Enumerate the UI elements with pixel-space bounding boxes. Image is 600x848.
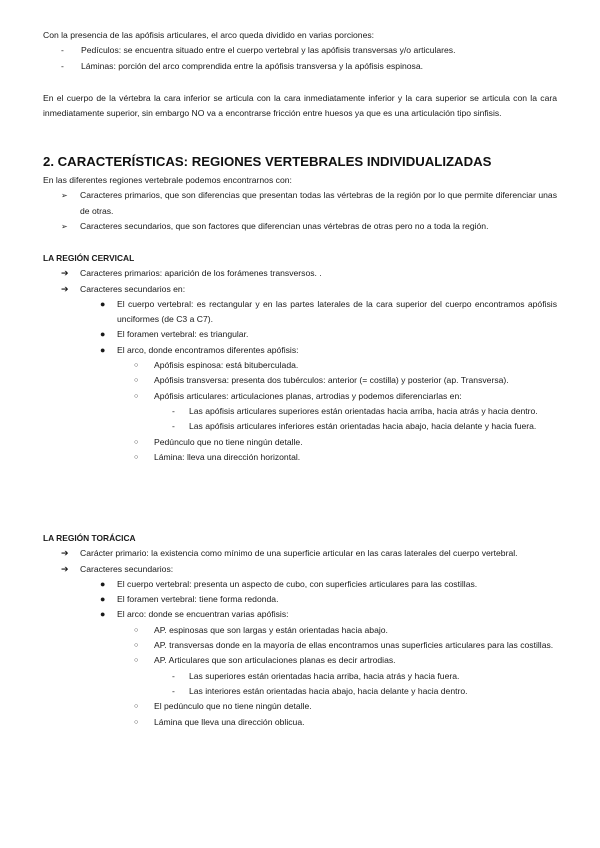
list-item: ➔ Caracteres secundarios: (43, 562, 557, 577)
bullet-icon: ● (100, 578, 106, 589)
body-paragraph: En el cuerpo de la vértebra la cara inferior se articula con la cara inmediatamente inferior y la cara superior se articula con la cara inmediatamente superior, sin embargo NO va a encontrarse fricción entre huesos ya que es una articulación tipo sinfisis. (43, 93, 557, 119)
arrow-bullet-icon: ➔ (61, 283, 69, 294)
list-item: ● El foramen vertebral: tiene forma redonda. (43, 592, 557, 607)
list-item: ● El arco, donde encontramos diferentes apófisis: (43, 343, 557, 358)
list-item: - Las apófisis articulares inferiores están orientadas hacia abajo, hacia delante y hacia fuera. (43, 419, 557, 434)
thoracic-list (43, 546, 557, 577)
cervical-arch-list-tail (43, 435, 557, 466)
thoracic-region (43, 531, 557, 730)
intro-list (43, 43, 557, 74)
triangle-bullet-icon: ➢ (61, 191, 68, 201)
circle-bullet-icon: ○ (134, 453, 139, 461)
circle-bullet-icon: ○ (134, 362, 139, 370)
list-item: ○ Apófisis espinosa: está bituberculada. (43, 358, 557, 373)
section-intro-block (43, 173, 557, 234)
circle-bullet-icon: ○ (134, 377, 139, 385)
list-item: ○ AP. espinosas que son largas y están orientadas hacia abajo. (43, 623, 557, 638)
list-item: ➔ Caracteres primarios: aparición de los forámenes transversos. . (43, 266, 557, 281)
cervical-articular-list (43, 404, 557, 435)
circle-bullet-icon: ○ (134, 392, 139, 400)
cervical-secondary-list (43, 297, 557, 358)
arrow-bullet-icon: ➔ (61, 548, 69, 559)
list-item: - Las interiores están orientadas hacia abajo, hacia delante y hacia dentro. (43, 684, 557, 699)
cervical-heading: LA REGIÓN CERVICAL (43, 253, 135, 263)
dash-marker: - (172, 405, 175, 416)
list-item: ○ Pedúnculo que no tiene ningún detalle. (43, 435, 557, 450)
thoracic-articular-list (43, 669, 557, 700)
list-item: - Láminas: porción del arco comprendida entre la apófisis transversa y la apófisis espinosa. (43, 59, 557, 74)
thoracic-heading: LA REGIÓN TORÁCICA (43, 533, 136, 543)
bullet-icon: ● (100, 594, 106, 605)
dash-marker: - (61, 45, 64, 56)
bullet-icon: ● (100, 344, 106, 355)
list-item: ● El arco: donde se encuentran varias apófisis: (43, 607, 557, 622)
list-item: ○ Apófisis articulares: articulaciones planas, artrodias y podemos diferenciarlas en: (43, 389, 557, 404)
list-item: ➢ Caracteres primarios, que son diferencias que presentan todas las vértebras de la región por lo que permite diferenciar unas de otras. (61, 190, 557, 216)
circle-bullet-icon: ○ (134, 438, 139, 446)
bullet-icon: ● (100, 298, 106, 309)
circle-bullet-icon: ○ (134, 626, 139, 634)
bullet-icon: ● (100, 609, 106, 620)
list-item: ○ Lámina que lleva una dirección oblicua. (43, 715, 557, 730)
circle-bullet-icon: ○ (134, 657, 139, 665)
intro-text: Con la presencia de las apófisis articulares, el arco queda dividido en varias porciones: (43, 30, 375, 40)
section-list (43, 188, 557, 234)
list-item: - Las superiores están orientadas hacia arriba, hacia atrás y hacia fuera. (43, 669, 557, 684)
body-paragraph-block (43, 91, 557, 122)
arrow-bullet-icon: ➔ (61, 563, 69, 574)
thoracic-arch-list (43, 623, 557, 669)
section-heading-block (43, 153, 557, 171)
dash-marker: - (172, 421, 175, 432)
triangle-bullet-icon: ➢ (61, 221, 68, 231)
list-item: - Pedículos: se encuentra situado entre el cuerpo vertebral y las apófisis transversas y/o articulares. (43, 43, 557, 58)
intro-block (43, 28, 557, 74)
dash-marker: - (172, 670, 175, 681)
list-item: ○ AP. transversas donde en la mayoría de ellas encontramos unas superficies articulares para las costillas. (43, 638, 557, 653)
list-item: ➔ Caracteres secundarios en: (43, 282, 557, 297)
dash-marker: - (172, 685, 175, 696)
circle-bullet-icon: ○ (134, 703, 139, 711)
thoracic-arch-list-tail (43, 699, 557, 730)
circle-bullet-icon: ○ (134, 718, 139, 726)
thoracic-secondary-list (43, 577, 557, 623)
list-item: ● El cuerpo vertebral: presenta un aspecto de cubo, con superficies articulares para las costillas. (43, 577, 557, 592)
bullet-icon: ● (100, 329, 106, 340)
arrow-bullet-icon: ➔ (61, 268, 69, 279)
list-item: ○ Apófisis transversa: presenta dos tubérculos: anterior (= costilla) y posterior (ap. Transversa). (43, 373, 557, 388)
section-intro: En las diferentes regiones vertebrale podemos encontrarnos con: (43, 175, 292, 185)
list-item: ● El foramen vertebral: es triangular. (43, 327, 557, 342)
dash-marker: - (61, 60, 64, 71)
cervical-arch-list (43, 358, 557, 404)
section-heading: 2. CARACTERÍSTICAS: REGIONES VERTEBRALES INDIVIDUALIZADAS (43, 154, 492, 169)
list-item: ➔ Carácter primario: la existencia como mínimo de una superficie articular en las caras laterales del cuerpo vertebral. (43, 546, 557, 561)
list-item: ○ AP. Articulares que son articulaciones planas es decir artrodias. (43, 653, 557, 668)
list-item: ➢ Caracteres secundarios, que son factores que diferencian unas vértebras de otras pero no a toda la región. (43, 219, 557, 234)
circle-bullet-icon: ○ (134, 642, 139, 650)
list-item: ● El cuerpo vertebral: es rectangular y en las partes laterales de la cara superior del cuerpo encontramos apófisis unciformes (de C3 a C7). (100, 298, 557, 325)
cervical-list (43, 266, 557, 297)
list-item: - Las apófisis articulares superiores están orientadas hacia arriba, hacia atrás y hacia dentro. (43, 404, 557, 419)
cervical-region (43, 251, 557, 465)
list-item: ○ Lámina: lleva una dirección horizontal. (43, 450, 557, 465)
list-item: ○ El pedúnculo que no tiene ningún detalle. (43, 699, 557, 714)
